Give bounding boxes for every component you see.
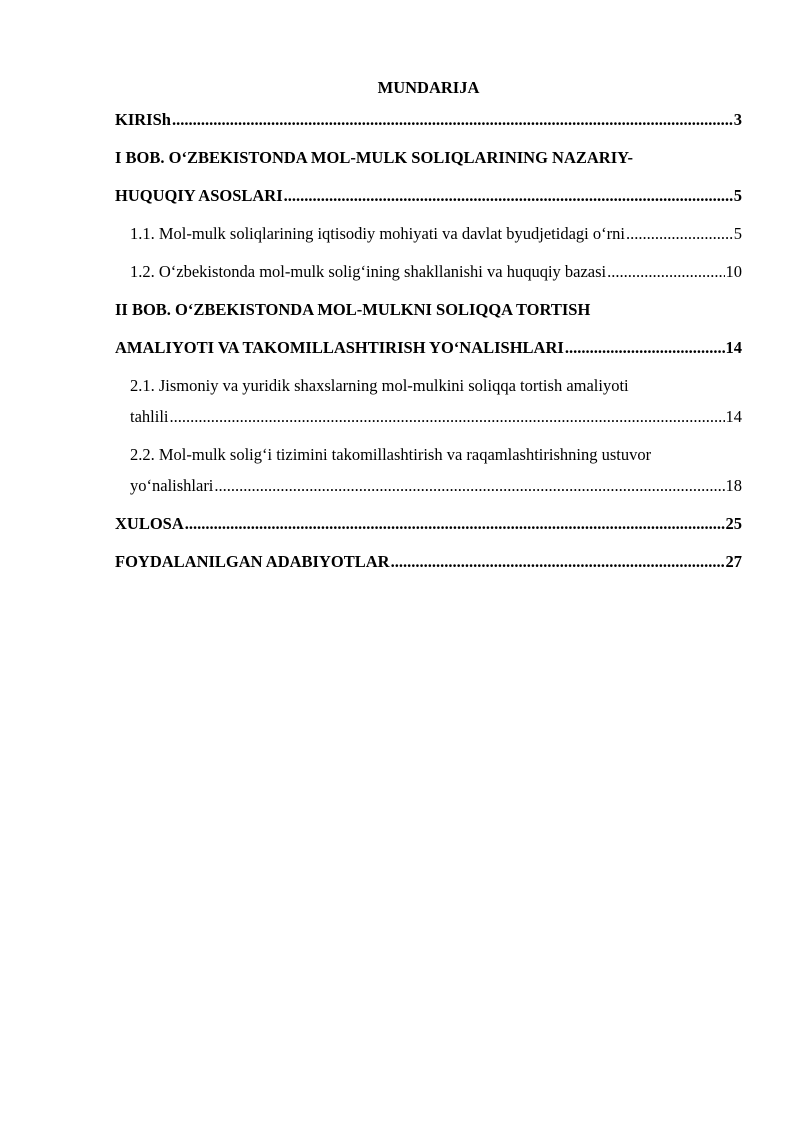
toc-page-number: 25 [725, 514, 742, 533]
toc-entry-conclusion[interactable] [115, 512, 742, 536]
toc-page-number: 18 [725, 476, 742, 495]
toc-entry-section-1-1[interactable] [115, 222, 742, 246]
toc-entry-label-line1: I BOB. O‘ZBEKISTONDA MOL-MULK SOLIQLARINING NAZARIY- [115, 148, 634, 167]
toc-entry-chapter-1[interactable] [115, 146, 742, 208]
toc-entry-label-line1: 2.2. Mol-mulk solig‘i tizimini takomillashtirish va raqamlashtirishning ustuvor [130, 445, 652, 464]
dot-leader [284, 184, 733, 208]
toc-page-number: 5 [733, 224, 742, 243]
dot-leader [214, 474, 724, 498]
toc-page-number: 3 [733, 110, 742, 129]
dot-leader [565, 336, 725, 360]
toc-entry-label-line2: HUQUQIY ASOSLARI [115, 186, 283, 205]
toc-title: MUNDARIJA [377, 78, 480, 97]
dot-leader [170, 405, 725, 429]
toc-entry-section-2-2[interactable] [115, 443, 742, 498]
toc-entry-label: 1.1. Mol-mulk soliqlarining iqtisodiy mohiyati va davlat byudjetidagi o‘rni [130, 224, 625, 243]
toc-entry-section-1-2[interactable] [115, 260, 742, 284]
toc-entry-section-2-1[interactable] [115, 374, 742, 429]
dot-leader [626, 222, 733, 246]
toc-entry-label: 1.2. O‘zbekistonda mol-mulk solig‘ining shakllanishi va huquqiy bazasi [130, 262, 607, 281]
toc-entry-label-line2: AMALIYOTI VA TAKOMILLASHTIRISH YO‘NALISHLARI [115, 338, 564, 357]
toc-entry-intro[interactable] [115, 108, 742, 132]
toc-entry-label: KIRISh [115, 110, 171, 129]
toc-page-number: 27 [725, 552, 742, 571]
toc-entry-chapter-2[interactable] [115, 298, 742, 360]
dot-leader [172, 108, 733, 132]
toc-page-number: 14 [725, 407, 742, 426]
toc-entry-label: XULOSA [115, 514, 184, 533]
toc-entry-label-line2: yo‘nalishlari [130, 476, 214, 495]
toc-entry-label-line1: II BOB. O‘ZBEKISTONDA MOL-MULKNI SOLIQQA TORTISH [115, 300, 591, 319]
toc-page-number: 5 [733, 186, 742, 205]
toc-entry-label-line1: 2.1. Jismoniy va yuridik shaxslarning mol-mulkini soliqqa tortish amaliyoti [130, 376, 629, 395]
dot-leader [391, 550, 725, 574]
table-of-contents [115, 76, 742, 574]
toc-page-number: 10 [725, 262, 742, 281]
toc-entry-label: FOYDALANILGAN ADABIYOTLAR [115, 552, 390, 571]
toc-entry-label-line2: tahlili [130, 407, 169, 426]
toc-page-number: 14 [725, 338, 742, 357]
dot-leader [607, 260, 724, 284]
toc-entry-references[interactable] [115, 550, 742, 574]
dot-leader [185, 512, 725, 536]
